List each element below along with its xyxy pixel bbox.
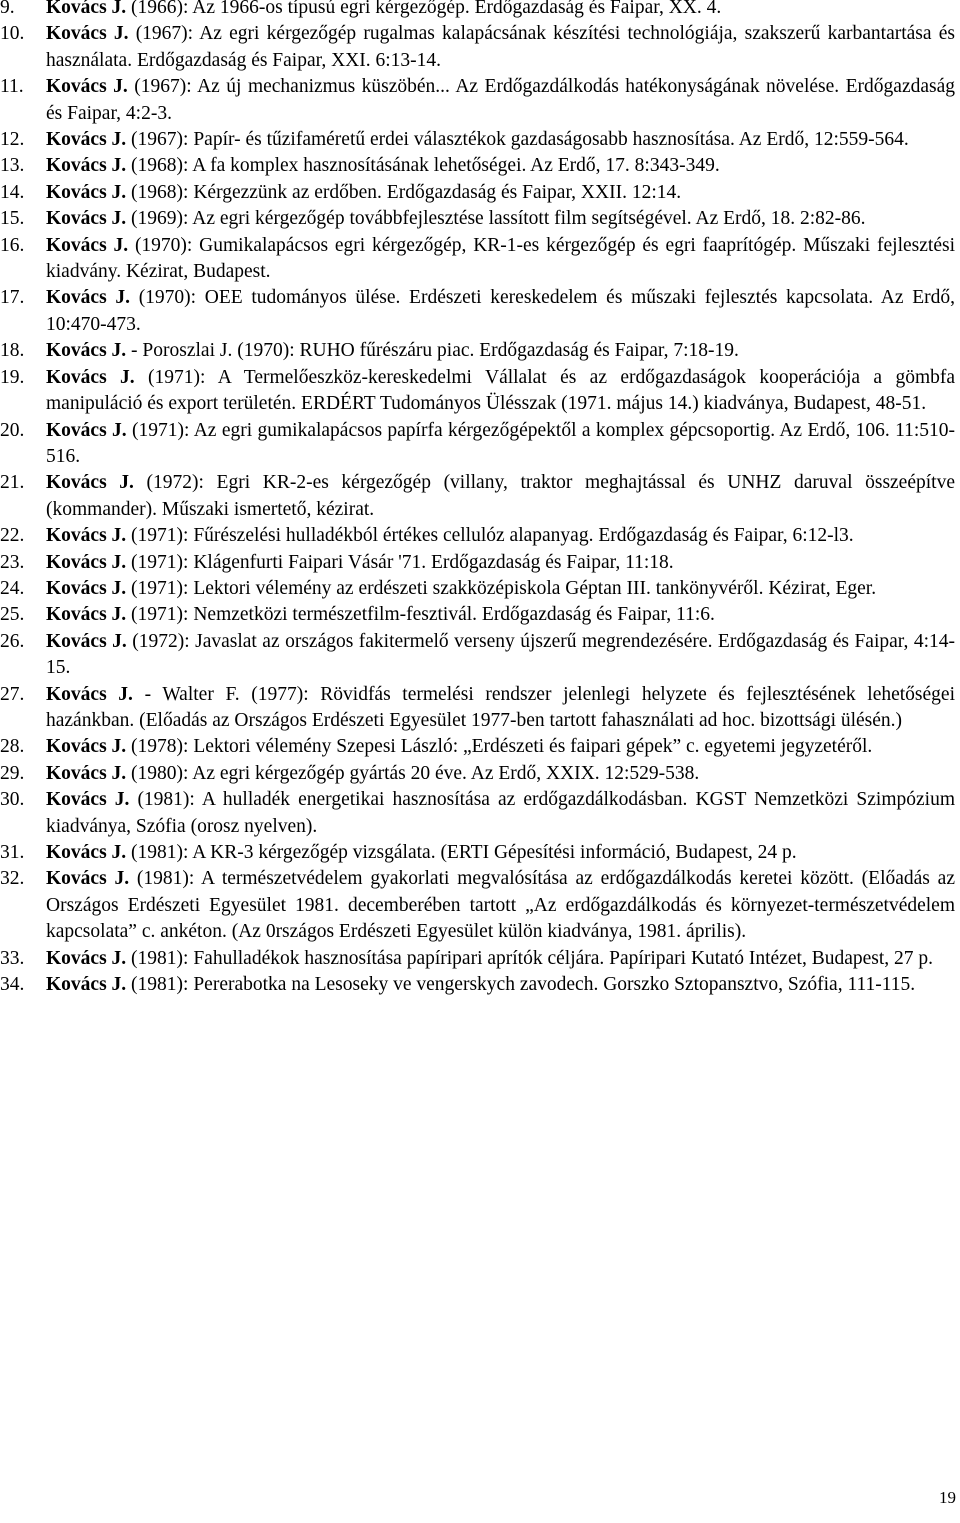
reference-number: 21.: [0, 472, 25, 494]
reference-item: [0, 180, 955, 206]
reference-item: [0, 576, 955, 602]
reference-item: [0, 233, 955, 286]
reference-author: Kovács J.: [46, 842, 127, 863]
reference-author: Kovács J.: [46, 525, 127, 547]
reference-text: (1981): A hulladék energetikai hasznosítása az erdőgazdálkodásban. KGST Nemzetközi Szimpózium kiadványa, Szófia (orosz nyelven).: [46, 789, 955, 837]
reference-text: (1971): Klágenfurti Faipari Vásár '71. Erdőgazdaság és Faipar, 11:18.: [131, 551, 674, 573]
reference-number: 15.: [0, 208, 25, 230]
reference-number: 34.: [0, 974, 25, 996]
reference-number: 20.: [0, 419, 25, 441]
reference-text: (1969): Az egri kérgezőgép továbbfejlesztése lassított film segítségével. Az Erdő, 18. 2:82-86.: [131, 208, 866, 230]
reference-number: 13.: [0, 155, 25, 177]
reference-item: [0, 761, 955, 787]
reference-text: (1981): A KR-3 kérgezőgép vizsgálata. (ERTI Gépesítési információ, Budapest, 24 p.: [131, 842, 797, 863]
reference-text: (1971): A Termelőeszköz-kereskedelmi Vállalat és az erdőgazdaságok kooperációja a gömbfa manipuláció és export területén. ERDÉRT Tudományos Ülésszak (1971. május 14.) kiadványa, Budapest, 48-51.: [46, 366, 956, 415]
reference-number: 11.: [0, 76, 24, 98]
reference-text: (1966): Az 1966-os típusú egri kérgezőgép. Erdőgazdaság és Faipar, XX. 4.: [131, 0, 722, 18]
reference-item: [0, 682, 955, 735]
reference-item: [0, 365, 955, 418]
reference-item: [0, 523, 955, 549]
reference-text: (1971): Lektori vélemény az erdészeti szakközépiskola Géptan III. tankönyvéről. Kézirat, Eger.: [131, 577, 877, 599]
reference-author: Kovács J.: [46, 23, 129, 45]
reference-item: [0, 734, 955, 760]
reference-number: 29.: [0, 762, 25, 784]
reference-text: (1971): Az egri gumikalapácsos papírfa kérgezőgépektől a komplex gépcsoportig. Az Erdő, 106. 11:510-516.: [46, 419, 956, 467]
reference-number: 17.: [0, 287, 25, 309]
reference-number: 25.: [0, 604, 25, 626]
reference-number: 12.: [0, 129, 25, 151]
reference-item: [0, 285, 955, 338]
reference-item: [0, 866, 955, 945]
reference-text: (1970): OEE tudományos ülése. Erdészeti kereskedelem és műszaki fejlesztés kapcsolata. Az Erdő, 10:470-473.: [46, 287, 956, 335]
reference-author: Kovács J.: [46, 762, 127, 784]
reference-item: [0, 0, 955, 21]
reference-author: Kovács J.: [46, 683, 133, 705]
reference-author: Kovács J.: [46, 789, 130, 811]
reference-text: (1968): A fa komplex hasznosításának lehetőségei. Az Erdő, 17. 8:343-349.: [131, 155, 720, 177]
reference-author: Kovács J.: [46, 0, 127, 18]
reference-author: Kovács J.: [46, 419, 127, 441]
reference-author: Kovács J.: [46, 181, 127, 203]
reference-number: 27.: [0, 683, 25, 705]
reference-number: 33.: [0, 947, 25, 969]
reference-author: Kovács J.: [46, 129, 127, 151]
reference-item: [0, 153, 955, 179]
reference-item: [0, 21, 955, 74]
reference-number: 18.: [0, 340, 25, 362]
reference-author: Kovács J.: [46, 974, 127, 996]
reference-text: (1967): Az egri kérgezőgép rugalmas kalapácsának készítési technológiája, szakszerű karbantartása és használata. Erdőgazdaság és Faipar, XXI. 6:13-14.: [46, 23, 955, 71]
reference-item: [0, 418, 955, 471]
reference-item: [0, 74, 955, 127]
reference-author: Kovács J.: [46, 340, 127, 362]
reference-text: (1967): Az új mechanizmus küszöbén... Az Erdőgazdálkodás hatékonyságának növelése. Erdőgazdaság és Faipar, 4:2-3.: [46, 76, 956, 124]
reference-text: (1978): Lektori vélemény Szepesi László: „Erdészeti és faipari gépek” c. egyetemi jegyzetéről.: [131, 736, 873, 758]
reference-number: 16.: [0, 234, 25, 256]
reference-number: 30.: [0, 789, 25, 811]
reference-item: [0, 550, 955, 576]
reference-number: 24.: [0, 577, 25, 599]
reference-text: (1972): Javaslat az országos fakitermelő verseny újszerű megrendezésére. Erdőgazdaság és Faipar, 4:14-15.: [46, 630, 955, 679]
reference-number: 22.: [0, 525, 25, 547]
reference-number: 9.: [0, 0, 15, 18]
reference-item: [0, 629, 955, 682]
reference-item: [0, 946, 955, 972]
reference-author: Kovács J.: [46, 630, 127, 652]
reference-item: [0, 972, 955, 998]
reference-number: 32.: [0, 868, 25, 890]
reference-item: [0, 787, 955, 840]
reference-author: Kovács J.: [46, 234, 129, 256]
reference-item: [0, 470, 955, 523]
reference-text: (1972): Egri KR-2-es kérgezőgép (villany, traktor meghajtással és UNHZ daruval összeépítve (kommander). Műszaki ismertető, kézirat.: [46, 472, 955, 520]
reference-author: Kovács J.: [46, 736, 127, 758]
reference-number: 10.: [0, 23, 25, 45]
reference-author: Kovács J.: [46, 366, 135, 388]
reference-author: Kovács J.: [46, 577, 127, 599]
reference-text: (1981): Pererabotka na Lesoseky ve vengerskych zavodech. Gorszko Sztopansztvo, Szófia, 111-115.: [131, 974, 916, 996]
reference-text: (1981): A természetvédelem gyakorlati megvalósítása az erdőgazdálkodás keretei között. (Előadás az Országos Erdészeti Egyesület 1981. decemberében tartott „Az erdőgazdálkodás és környezet-természetvédelem kapcsolata” c. ankéton. (Az 0rszágos Erdészeti Egyesület külön kiadványa, 1981. április).: [46, 868, 955, 943]
reference-author: Kovács J.: [46, 208, 127, 230]
reference-author: Kovács J.: [46, 868, 130, 890]
reference-author: Kovács J.: [46, 604, 127, 626]
reference-text: (1980): Az egri kérgezőgép gyártás 20 éve. Az Erdő, XXIX. 12:529-538.: [131, 762, 700, 784]
reference-text: (1968): Kérgezzünk az erdőben. Erdőgazdaság és Faipar, XXII. 12:14.: [131, 181, 682, 203]
reference-item: [0, 206, 955, 232]
reference-number: 14.: [0, 181, 25, 203]
reference-text: (1971): Fűrészelési hulladékból értékes cellulóz alapanyag. Erdőgazdaság és Faipar, 6:12-l3.: [131, 525, 854, 547]
reference-text: (1970): Gumikalapácsos egri kérgezőgép, KR-1-es kérgezőgép és egri faaprítógép. Műszaki fejlesztési kiadvány. Kézirat, Budapest.: [46, 234, 956, 283]
reference-text: (1967): Papír- és tűzifaméretű erdei választékok gazdaságosabb hasznosítása. Az Erdő, 12:559-564.: [131, 129, 909, 151]
reference-text: (1981): Fahulladékok hasznosítása papíripari aprítók céljára. Papíripari Kutató Intézet, Budapest, 27 p.: [131, 947, 934, 969]
reference-item: [0, 127, 955, 153]
reference-author: Kovács J.: [46, 76, 128, 98]
reference-author: Kovács J.: [46, 472, 134, 494]
reference-text: (1971): Nemzetközi természetfilm-fesztivál. Erdőgazdaság és Faipar, 11:6.: [131, 604, 715, 626]
reference-item: [0, 840, 955, 866]
reference-number: 31.: [0, 842, 25, 863]
reference-author: Kovács J.: [46, 287, 130, 309]
reference-number: 28.: [0, 736, 25, 758]
reference-number: 23.: [0, 551, 25, 573]
reference-item: [0, 338, 955, 364]
reference-number: 26.: [0, 630, 25, 652]
reference-text: - Walter F. (1977): Rövidfás termelési rendszer jelenlegi helyzete és fejlesztésének lehetőségei hazánkban. (Előadás az Országos Erdészeti Egyesület 1977-ben tartott fahasználati ad hoc. bizottsági ülésén.): [46, 683, 955, 731]
reference-number: 19.: [0, 366, 25, 388]
reference-text: - Poroszlai J. (1970): RUHO fűrészáru piac. Erdőgazdaság és Faipar, 7:18-19.: [131, 340, 739, 362]
reference-author: Kovács J.: [46, 947, 127, 969]
reference-author: Kovács J.: [46, 551, 127, 573]
reference-author: Kovács J.: [46, 155, 127, 177]
page-number: 19: [939, 1488, 956, 1507]
reference-item: [0, 602, 955, 628]
